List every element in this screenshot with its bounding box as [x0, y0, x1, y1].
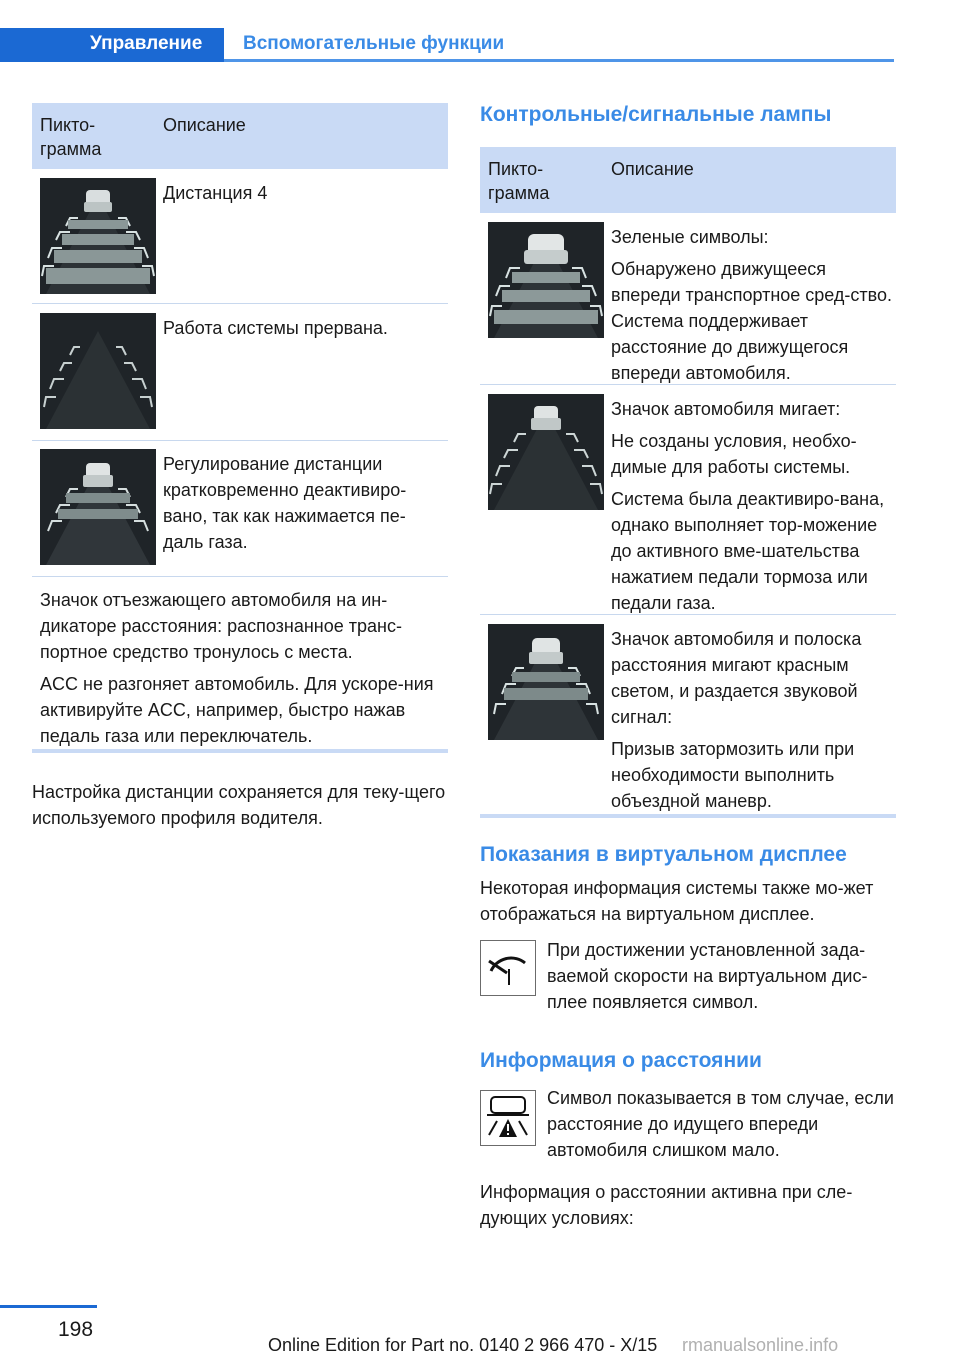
- distance-warning-text: Символ показывается в том случае, если расстояние до идущего впереди автомобиля слишком мало.: [547, 1088, 894, 1160]
- right-table-header: [480, 147, 896, 213]
- distance-4-icon: [40, 178, 156, 294]
- tab-control-label: Управление: [90, 33, 203, 54]
- row-separator: [32, 440, 448, 441]
- page-number-rule: [0, 1305, 97, 1308]
- right-row-3-text: [611, 626, 893, 820]
- right-row-1-para-2: Обнаружено движущееся впереди транспортное сред-ство. Система поддерживает расстояние до движущегося впереди автомобиля.: [611, 259, 893, 383]
- right-row-3-para-2: Призыв затормозить или при необходимости выполнить объездной маневр.: [611, 739, 855, 811]
- left-col-description: Описание: [163, 115, 246, 135]
- system-interrupted-icon: [40, 313, 156, 429]
- distance-info-paragraph: Информация о расстоянии активна при сле-дующих условиях:: [480, 1182, 853, 1228]
- section-title-lamps: Контрольные/сигнальные лампы: [480, 103, 832, 126]
- left-table-end-rule: [32, 749, 448, 753]
- left-row-3-text: [163, 451, 445, 561]
- right-row-2-para-2: Не созданы условия, необхо-димые для работы системы.: [611, 431, 857, 477]
- left-row-2-text: [163, 315, 443, 347]
- watermark: rmanualsonline.info: [682, 1335, 839, 1355]
- row-separator: [480, 384, 896, 385]
- speed-reached-text: При достижении установленной зада-ваемой скорости на виртуальном дис-плее появляется символ.: [547, 940, 868, 1012]
- right-col-pictogram: Пикто- грамма: [488, 159, 550, 203]
- left-col-pictogram: Пикто- грамма: [40, 115, 102, 159]
- left-after-paragraph: Настройка дистанции сохраняется для теку-щего используемого профиля водителя.: [32, 782, 446, 828]
- left-table-header: [32, 103, 448, 169]
- tab-control[interactable]: [0, 28, 224, 61]
- left-note-1: Значок отъезжающего автомобиля на ин-дикаторе расстояния: распознанное транс-портное средство тронулось с места.: [40, 590, 402, 662]
- section-title-distance-info: Информация о расстоянии: [480, 1049, 762, 1072]
- header-rule-light: [224, 59, 894, 62]
- left-row-3-para: Регулирование дистанции кратковременно деактивиро-вано, так как нажимается пе-даль газа.: [163, 454, 407, 552]
- left-note-block: [40, 587, 448, 755]
- distance-warning-icon: [480, 1090, 536, 1146]
- right-row-2-para-1: Значок автомобиля мигает:: [611, 399, 841, 419]
- right-row-2-para-3: Система была деактивиро-вана, однако выполняет тор-можение до активного вме-шательства нажатием педали тормоза или педали газа.: [611, 489, 885, 613]
- section-title-virtual-display: Показания в виртуальном дисплее: [480, 843, 847, 866]
- left-note-2: ACC не разгоняет автомобиль. Для ускоре-ния активируйте ACC, например, быстро нажав педаль газа или переключатель.: [40, 674, 434, 746]
- left-row-1-text: [163, 180, 443, 212]
- right-row-1-text: [611, 224, 893, 392]
- right-row-1-para-1: Зеленые символы:: [611, 227, 769, 247]
- virtual-display-paragraph: Некоторая информация системы также мо-жет отображаться на виртуальном дисплее.: [480, 878, 874, 924]
- row-separator: [32, 303, 448, 304]
- right-row-3-para-1: Значок автомобиля и полоска расстояния мигают красным светом, и раздается звуковой сигнал:: [611, 629, 862, 727]
- right-col-description: Описание: [611, 159, 694, 179]
- page-number: 198: [58, 1318, 94, 1341]
- row-separator: [480, 614, 896, 615]
- right-row-2-text: [611, 396, 893, 622]
- distance-deactivated-icon: [40, 449, 156, 565]
- left-row-1-para: Дистанция 4: [163, 183, 268, 203]
- tab-auxiliary-label: Вспомогательные функции: [243, 33, 505, 54]
- tab-auxiliary-functions[interactable]: [224, 28, 894, 61]
- edition-footer: Online Edition for Part no. 0140 2 966 470 - X/15: [268, 1335, 658, 1355]
- right-table-end-rule: [480, 814, 896, 818]
- left-row-2-para: Работа системы прервана.: [163, 318, 388, 338]
- blinking-car-icon: [488, 394, 604, 510]
- green-car-symbol-icon: [488, 222, 604, 338]
- red-warning-car-icon: [488, 624, 604, 740]
- row-separator: [32, 576, 448, 577]
- speed-reached-icon: [480, 940, 536, 996]
